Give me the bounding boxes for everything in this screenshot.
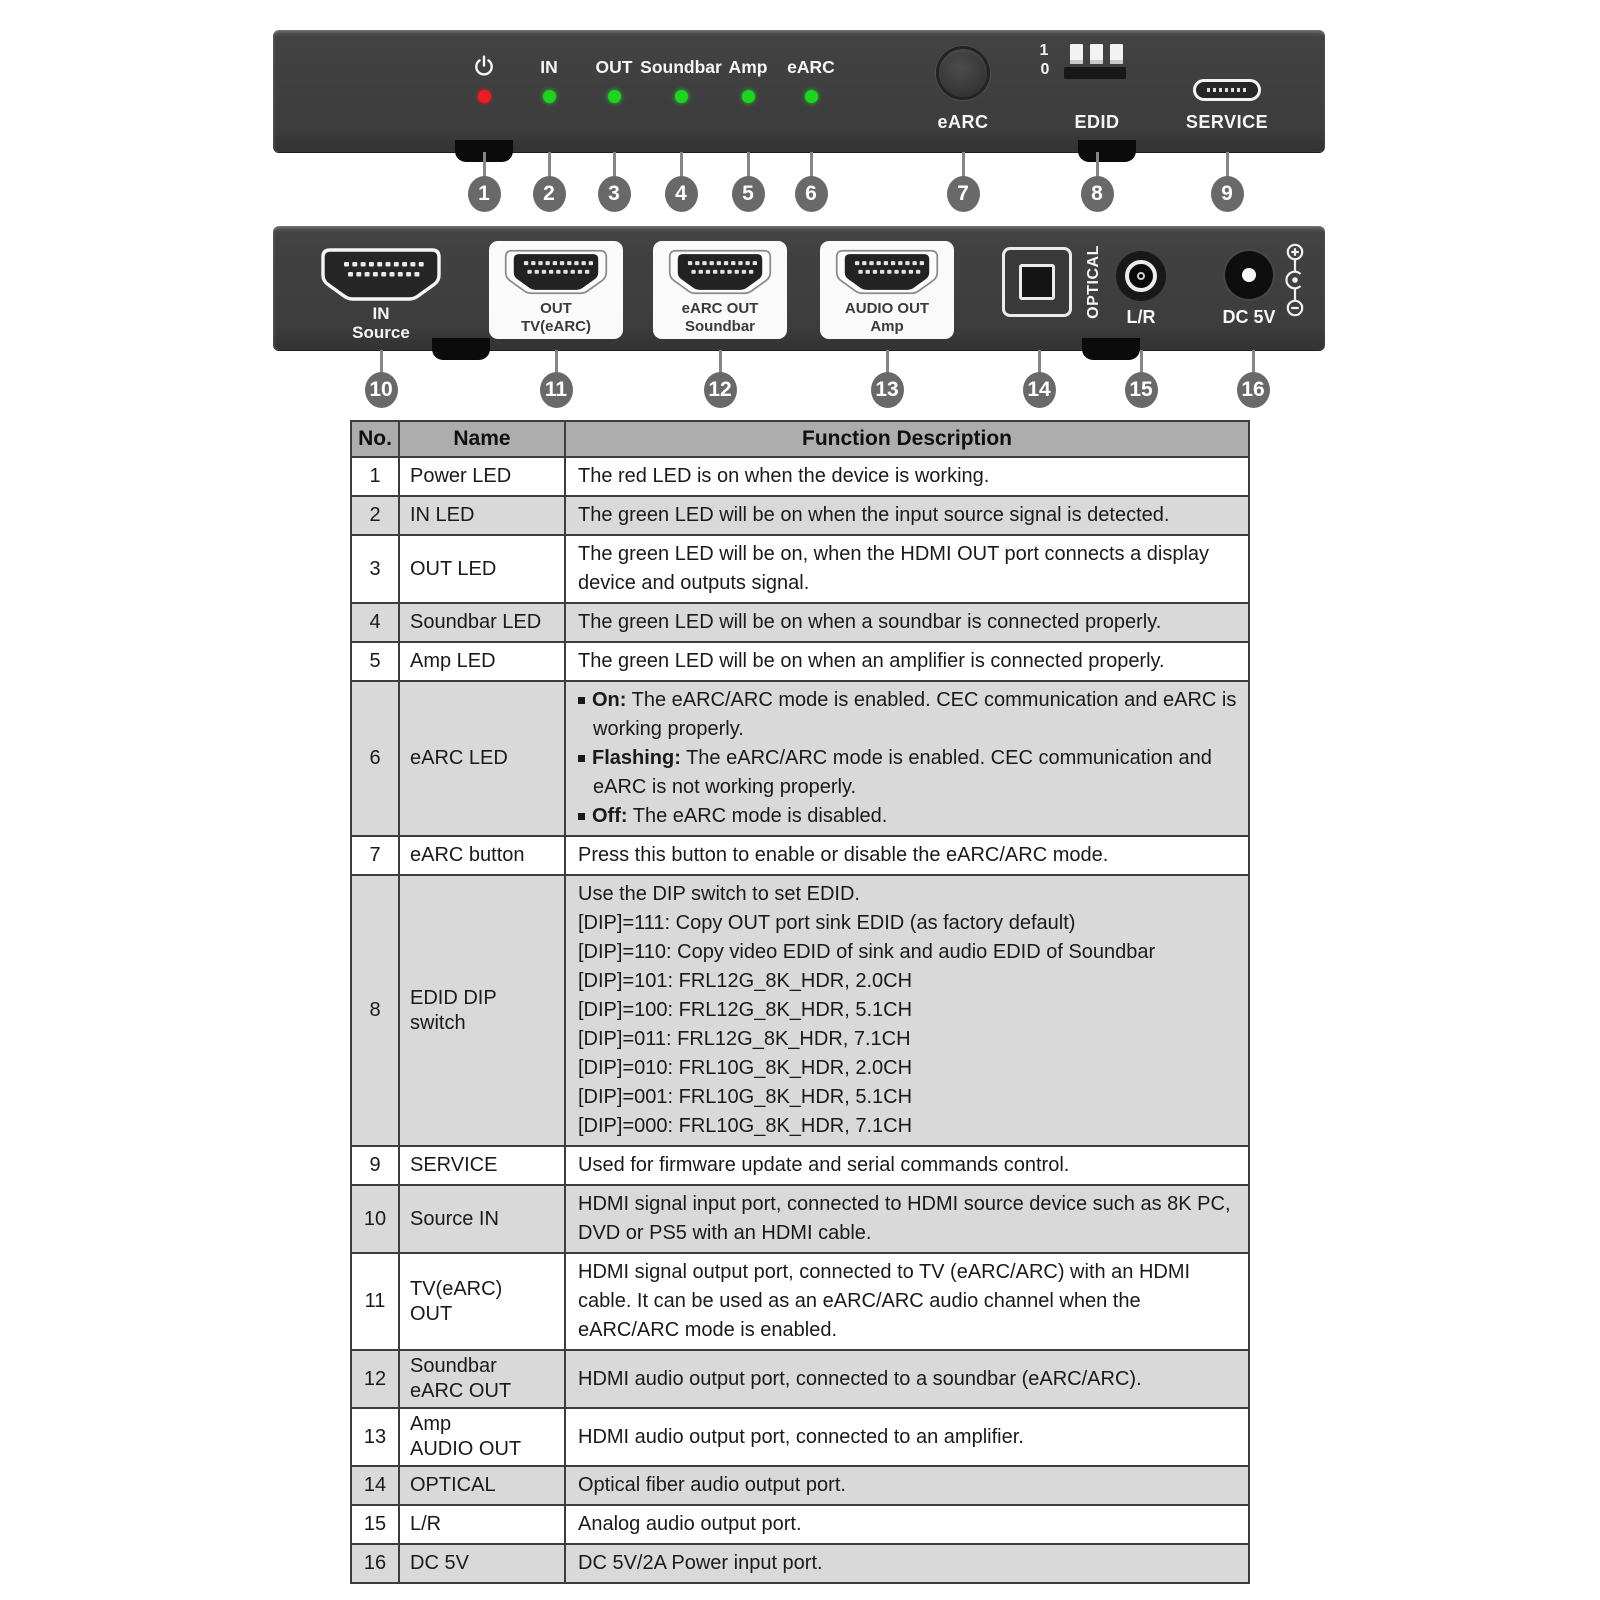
hdmi-in-label-line2: Source: [352, 323, 410, 342]
earc-button[interactable]: [936, 46, 990, 100]
cell-name: Power LED: [399, 457, 565, 496]
callout-3: 3: [598, 176, 631, 212]
cell-no: 11: [351, 1253, 399, 1350]
cell-description: Used for firmware update and serial commands control.: [565, 1146, 1249, 1185]
callout-13: 13: [871, 372, 904, 408]
led-label-soundbar: Soundbar: [640, 57, 722, 77]
table-row-12: [351, 1350, 1249, 1408]
cell-description: DC 5V/2A Power input port.: [565, 1544, 1249, 1583]
bullet-square: [578, 755, 585, 762]
dc-jack-pin: [1242, 268, 1256, 282]
cell-name: TV(eARC) OUT: [399, 1253, 565, 1350]
table-row-2: [351, 496, 1249, 535]
callout-5: 5: [732, 176, 765, 212]
hdmi-plate-2: [489, 241, 623, 339]
earc-button-label: eARC: [937, 112, 989, 132]
cell-description: HDMI audio output port, connected to a soundbar (eARC/ARC).: [565, 1350, 1249, 1408]
cell-name: L/R: [399, 1505, 565, 1544]
table-row-14: [351, 1466, 1249, 1505]
cell-name: Soundbar eARC OUT: [399, 1350, 565, 1408]
cell-no: 12: [351, 1350, 399, 1408]
cell-description: The green LED will be on, when the HDMI OUT port connects a display device and outputs signal.: [565, 535, 1249, 603]
polarity-icon: [1280, 243, 1310, 322]
callout-9: 9: [1211, 176, 1244, 212]
callout-line-8: [1096, 152, 1099, 177]
edid-dip-switch-1[interactable]: [1070, 44, 1083, 64]
callout-line-9: [1226, 152, 1229, 177]
table-row-4: [351, 603, 1249, 642]
dc-label: DC 5V: [1222, 307, 1276, 327]
callout-line-14: [1038, 350, 1041, 373]
cell-description: The green LED will be on when a soundbar is connected properly.: [565, 603, 1249, 642]
callout-line-16: [1252, 350, 1255, 373]
cell-name: DC 5V: [399, 1544, 565, 1583]
cell-description: Optical fiber audio output port.: [565, 1466, 1249, 1505]
bullet-square: [578, 697, 585, 704]
cell-description: HDMI signal output port, connected to TV (eARC/ARC) with an HDMI cable. It can be used as an eARC/ARC audio channel when the eARC/ARC mode is enabled.: [565, 1253, 1249, 1350]
table-row-11: [351, 1253, 1249, 1350]
table-row-16: [351, 1544, 1249, 1583]
cell-description: The green LED will be on when the input source signal is detected.: [565, 496, 1249, 535]
cell-name: SERVICE: [399, 1146, 565, 1185]
hdmi-out-port-2: [653, 241, 787, 300]
optical-label: OPTICAL: [1085, 245, 1102, 319]
callout-15: 15: [1125, 372, 1158, 408]
cell-description: Analog audio output port.: [565, 1505, 1249, 1544]
plate-label-line2: TV(eARC): [521, 318, 591, 335]
hdmi-in-label-line1: IN: [372, 304, 390, 323]
led-label-earc: eARC: [787, 57, 835, 77]
callout-line-6: [810, 152, 813, 177]
cell-name: Soundbar LED: [399, 603, 565, 642]
back-panel: [273, 226, 1325, 350]
cell-name: Amp LED: [399, 642, 565, 681]
callout-12: 12: [704, 372, 737, 408]
led-label-out: OUT: [595, 57, 633, 77]
callout-line-5: [747, 152, 750, 177]
table-row-3: [351, 535, 1249, 603]
cell-name: eARC button: [399, 836, 565, 875]
dc-power-jack: [1225, 251, 1273, 299]
led-label-amp: Amp: [728, 57, 768, 77]
table-row-13: [351, 1408, 1249, 1466]
hdmi-out-port-1: [489, 241, 623, 300]
lr-label: L/R: [1126, 307, 1156, 327]
table-header-0: No.: [351, 421, 399, 457]
table-row-5: [351, 642, 1249, 681]
cell-name: OUT LED: [399, 535, 565, 603]
earc-led: [805, 90, 818, 103]
callout-1: 1: [468, 176, 501, 212]
hdmi-in-port: [321, 248, 441, 306]
table-row-6: [351, 681, 1249, 836]
plate-label-line1: eARC OUT: [681, 300, 759, 317]
table-header-2: Function Description: [565, 421, 1249, 457]
optical-port: [1002, 247, 1072, 317]
cell-name: Source IN: [399, 1185, 565, 1253]
lr-jack-hole: [1137, 272, 1145, 280]
table-row-7: [351, 836, 1249, 875]
plate-label-line1: AUDIO OUT: [844, 300, 930, 317]
cell-no: 5: [351, 642, 399, 681]
cell-no: 1: [351, 457, 399, 496]
plate-label-line2: Soundbar: [685, 318, 755, 335]
cell-no: 14: [351, 1466, 399, 1505]
cell-no: 7: [351, 836, 399, 875]
service-label: SERVICE: [1185, 112, 1269, 132]
cell-no: 16: [351, 1544, 399, 1583]
cell-name: eARC LED: [399, 681, 565, 836]
lr-audio-jack: [1116, 251, 1166, 301]
plate-label-line1: OUT: [540, 300, 572, 317]
cell-description: The green LED will be on when an amplifier is connected properly.: [565, 642, 1249, 681]
bullet-square: [578, 813, 585, 820]
callout-line-7: [962, 152, 965, 177]
led-label-in: IN: [540, 57, 558, 77]
cell-no: 8: [351, 875, 399, 1146]
plate-label-line2: Amp: [870, 318, 904, 335]
callout-7: 7: [947, 176, 980, 212]
dip-on-label: 1: [1039, 42, 1049, 59]
table-row-15: [351, 1505, 1249, 1544]
lr-jack-ring: [1125, 260, 1157, 292]
hdmi-plate-4: [820, 241, 954, 339]
usb-c-pins: [1207, 88, 1249, 92]
callout-4: 4: [665, 176, 698, 212]
table-row-9: [351, 1146, 1249, 1185]
callout-line-11: [555, 350, 558, 373]
cell-no: 6: [351, 681, 399, 836]
power-icon: [473, 55, 495, 77]
cell-name: IN LED: [399, 496, 565, 535]
callout-line-10: [380, 350, 383, 373]
cell-description: Press this button to enable or disable the eARC/ARC mode.: [565, 836, 1249, 875]
cell-no: 15: [351, 1505, 399, 1544]
cell-name: Amp AUDIO OUT: [399, 1408, 565, 1466]
function-table: [350, 420, 1250, 1584]
cell-description: On: The eARC/ARC mode is enabled. CEC communication and eARC is working properly. Flashing: The eARC/ARC mode is enabled. CEC communication and eARC is not working properly. Off: The eARC mode is disabled.: [565, 681, 1249, 836]
cell-description: Use the DIP switch to set EDID. [DIP]=111: Copy OUT port sink EDID (as factory default) [DIP]=110: Copy video EDID of sink and audio EDID of Soundbar [DIP]=101: FRL12G_8K_HDR, 2.0CH [DIP]=100: FRL12G_8K_HDR, 5.1CH [DIP]=011: FRL12G_8K_HDR, 7.1CH [DIP]=010: FRL10G_8K_HDR, 2.0CH [DIP]=001: FRL10G_8K_HDR, 5.1CH [DIP]=000: FRL10G_8K_HDR, 7.1CH: [565, 875, 1249, 1146]
hdmi-plate-3: [653, 241, 787, 339]
table-row-8: [351, 875, 1249, 1146]
callout-line-4: [680, 152, 683, 177]
callout-line-1: [483, 152, 486, 177]
callout-6: 6: [795, 176, 828, 212]
table-header-row: [351, 421, 1249, 457]
dip-off-label: 0: [1040, 61, 1050, 78]
callout-16: 16: [1237, 372, 1270, 408]
callout-8: 8: [1081, 176, 1114, 212]
optical-port-inner: [1019, 264, 1055, 300]
cell-description: HDMI audio output port, connected to an amplifier.: [565, 1408, 1249, 1466]
callout-line-15: [1140, 350, 1143, 373]
cell-no: 13: [351, 1408, 399, 1466]
cell-name: OPTICAL: [399, 1466, 565, 1505]
callout-line-3: [613, 152, 616, 177]
edid-dip-switch-2[interactable]: [1090, 44, 1103, 64]
callout-14: 14: [1023, 372, 1056, 408]
device-foot: [1078, 140, 1136, 162]
cell-name: EDID DIP switch: [399, 875, 565, 1146]
cell-no: 10: [351, 1185, 399, 1253]
callout-line-13: [886, 350, 889, 373]
callout-line-2: [548, 152, 551, 177]
callout-2: 2: [533, 176, 566, 212]
cell-description: HDMI signal input port, connected to HDMI source device such as 8K PC, DVD or PS5 with an HDMI cable.: [565, 1185, 1249, 1253]
device-foot: [432, 338, 490, 360]
callout-11: 11: [540, 372, 573, 408]
hdmi-out-port-3: [820, 241, 954, 300]
table-row-1: [351, 457, 1249, 496]
cell-no: 9: [351, 1146, 399, 1185]
soundbar-led: [675, 90, 688, 103]
in-led: [543, 90, 556, 103]
cell-no: 2: [351, 496, 399, 535]
out-led: [608, 90, 621, 103]
service-usb-c-port: [1193, 79, 1261, 101]
cell-no: 3: [351, 535, 399, 603]
edid-dip-switch-3[interactable]: [1110, 44, 1123, 64]
callout-line-12: [719, 350, 722, 373]
cell-no: 4: [351, 603, 399, 642]
edid-dip-recess: [1064, 67, 1126, 79]
cell-description: The red LED is on when the device is working.: [565, 457, 1249, 496]
power-led: [478, 90, 491, 103]
table-header-1: Name: [399, 421, 565, 457]
amp-led: [742, 90, 755, 103]
front-panel: [273, 30, 1325, 152]
edid-label: EDID: [1074, 112, 1120, 132]
callout-10: 10: [365, 372, 398, 408]
table-row-10: [351, 1185, 1249, 1253]
